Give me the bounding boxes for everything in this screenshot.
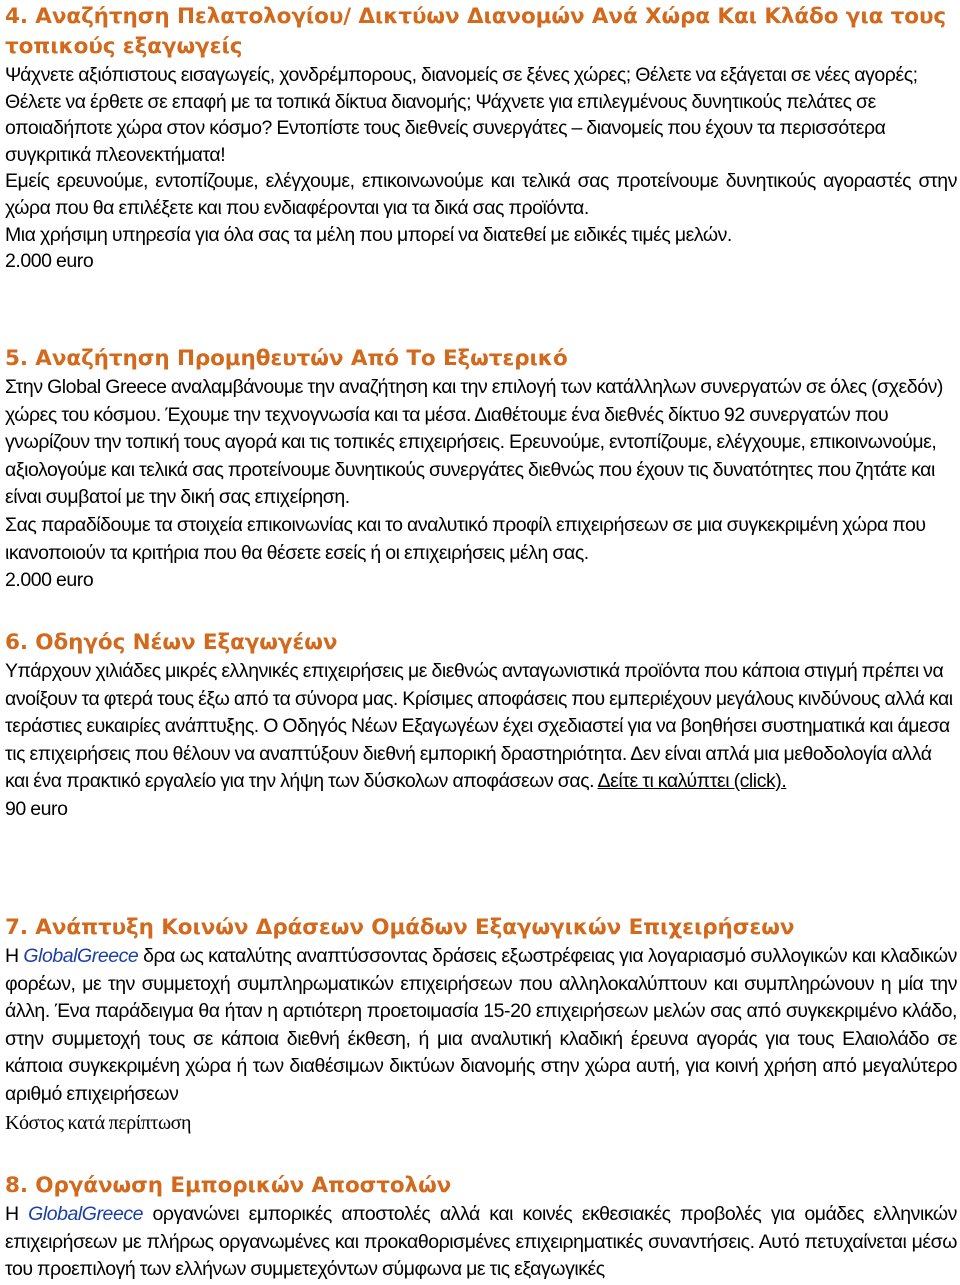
section-5-title: 5. Αναζήτηση Προμηθευτών Από Το Εξωτερικό xyxy=(5,346,568,371)
section-6 xyxy=(5,628,957,824)
section-8-text: οργανώνει εμπορικές αποστολές αλλά και κοινές εκθεσιακές προβολές για ομάδες ελληνικών επιχειρήσεων με πλήρως οργανωμένες και προκαθορισμένες επιχειρηματικές συναντήσεις. Αυτό πετυχαίνεται μέσω του προεπιλογή των ελλήνων συμμετεχόντων σύμφωνα με τις εξαγωγικές xyxy=(5,1203,957,1281)
brand-name: GlobalGreece xyxy=(23,945,139,967)
section-8-paragraph-1 xyxy=(5,1201,957,1284)
brand-name: GlobalGreece xyxy=(28,1203,144,1225)
section-5-price: 2.000 euro xyxy=(5,569,94,592)
section-6-title: 6. Οδηγός Νέων Εξαγωγέων xyxy=(5,630,338,655)
section-5-paragraph-1: Στην Global Greece αναλαμβάνουμε την αναζήτηση και την επιλογή των κατάλληλων συνεργατών σε όλες (σχεδόν) χώρες του κόσμου. Έχουμε την τεχνογνωσία και τα μέσα. Διαθέτουμε ένα διεθνές δίκτυο 92 συνεργατών που γνωρίζουν την τοπική τους αγορά και τις τοπικές επιχειρήσεις. Ερευνούμε, εντοπίζουμε, ελέγχουμε, επικοινωνούμε, αξιολογούμε και τελικά σας προτείνουμε δυνητικούς συνεργάτες διεθνώς που έχουν τις δυνατότητες που ζητάτε και είναι συμβατοί με την δική σας επιχείρηση. xyxy=(5,376,943,509)
section-6-paragraph-1 xyxy=(5,658,957,796)
document-page xyxy=(5,2,957,1281)
section-6-price: 90 euro xyxy=(5,797,68,820)
section-5 xyxy=(5,344,957,595)
section-7 xyxy=(5,913,957,1137)
section-8-title: 8. Οργάνωση Εμπορικών Αποστολών xyxy=(5,1173,452,1198)
section-7-cost: Κόστος κατά περίπτωση xyxy=(5,1111,192,1134)
section-8 xyxy=(5,1171,957,1284)
section-4-price: 2.000 euro xyxy=(5,250,94,273)
section-4-paragraph-3: Μια χρήσιμη υπηρεσία για όλα σας τα μέλη που μπορεί να διατεθεί με ειδικές τιμές μελών. xyxy=(5,223,732,246)
coverage-link[interactable]: Δείτε τι καλύπτει (click). xyxy=(597,770,787,793)
section-7-title: 7. Ανάπτυξη Κοινών Δράσεων Ομάδων Εξαγωγικών Επιχειρήσεων xyxy=(5,915,795,940)
section-6-text: Υπάρχουν χιλιάδες μικρές ελληνικές επιχειρήσεις με διεθνώς ανταγωνιστικά προϊόντα που κάποια στιγμή πρέπει να ανοίξουν τα φτερά τους έξω από τα σύνορα μας. Κρίσιμες αποφάσεις που εμπεριέχουν μεγάλους κινδύνους αλλά και τεράστιες ευκαιρίες ανάπτυξης. Ο Οδηγός Νέων Εξαγωγέων έχει σχεδιαστεί για να βοηθήσει συστηματικά και άμεσα τις επιχειρήσεις που θέλουν να αναπτύξουν διεθνή εμπορική δραστηριότητα. Δεν είναι απλά μια μεθοδολογία αλλά και ένα πρακτικό εργαλείο για την λήψη των δύσκολων αποφάσεων σας. xyxy=(5,660,953,793)
section-4 xyxy=(5,2,957,275)
section-7-lead: Η xyxy=(5,945,24,967)
section-8-lead: Η xyxy=(5,1203,29,1225)
section-4-paragraph-1: Ψάχνετε αξιόπιστους εισαγωγείς, χονδρέμπορους, διανομείς σε ξένες χώρες; Θέλετε να εξάγεται σε νέες αγορές; Θέλετε να έρθετε σε επαφή με τα τοπικά δίκτυα διανομής; Ψάχνετε για επιλεγμένους δυνητικούς πελάτες σε οποιαδήποτε χώρα στον κόσμο? Εντοπίστε τους διεθνείς συνεργάτες – διανομείς που έχουν τα περισσότερα συγκριτικά πλεονεκτήματα! xyxy=(5,64,918,166)
section-7-paragraph-1 xyxy=(5,943,957,1109)
section-4-paragraph-2: Εμείς ερευνούμε, εντοπίζουμε, ελέγχουμε, επικοινωνούμε και τελικά σας προτείνουμε δυνητικούς αγοραστές στην χώρα που θα επιλέξετε και που ενδιαφέρονται για τα δικά σας προϊόντα. xyxy=(5,170,957,219)
section-4-title: 4. Αναζήτηση Πελατολογίου/ Δικτύων Διανομών Ανά Χώρα Και Κλάδο για τους τοπικούς εξαγωγείς xyxy=(5,4,947,59)
section-7-text: δρα ως καταλύτης αναπτύσσοντας δράσεις εξωστρέφειας για λογαριασμό συλλογικών και κλαδικών φορέων, με την συμμετοχή συμπληρωματικών επιχειρήσεων που αλληλοκαλύπτουν και συμπληρώνουν η μία την άλλη. Ένα παράδειγμα θα ήταν η αρτιότερη προετοιμασία 15-20 επιχειρήσεων μελών σας από συγκεκριμένο κλάδο, στην συμμετοχή τους σε κάποια διεθνή έκθεση, ή μια αναλυτική κλαδική έρευνα αγοράς για τους Ελαιολάδο σε κάποια συγκεκριμένη χώρα ή των διαθέσιμων δικτύων διανομής στην χώρα αυτή, για κοινή χρήση από μεγαλύτερο αριθμό επιχειρήσεων xyxy=(5,945,957,1105)
section-5-paragraph-2: Σας παραδίδουμε τα στοιχεία επικοινωνίας και το αναλυτικό προφίλ επιχειρήσεων σε μια συγκεκριμένη χώρα που ικανοποιούν τα κριτήρια που θα θέσετε εσείς ή οι επιχειρήσεις μέλη σας. xyxy=(5,513,926,564)
